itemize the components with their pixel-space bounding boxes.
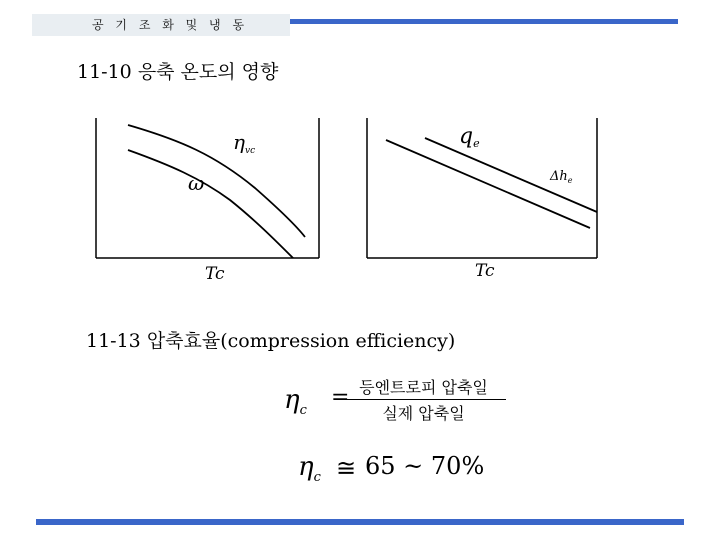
eta-vc-label: $\eta_{vc}$ <box>233 130 256 156</box>
formula1-fraction <box>341 375 506 424</box>
omega-curve <box>128 150 293 258</box>
eta-vc-curve <box>128 125 305 237</box>
header-tab: 공 기 조 화 및 냉 동 <box>32 14 290 36</box>
dhe-label: $\Delta h_e$ <box>550 169 573 185</box>
section-title-compression-efficiency: 11-13 압축효율(compression efficiency) <box>86 330 456 352</box>
bottom-rule <box>36 519 684 525</box>
dhe-line <box>425 138 597 212</box>
formula1-equals: = <box>331 385 350 410</box>
formula2-approx: ≅ <box>336 454 357 482</box>
qe-line <box>386 140 590 228</box>
formula2-range: 65 ~ 70% <box>365 452 485 480</box>
section-title-condensing-temp: 11-10 응축 온도의 영향 <box>77 61 279 83</box>
formula1-lhs: $\eta_c$ <box>284 385 307 419</box>
right-xlabel: Tc <box>475 261 495 281</box>
figure-left <box>96 118 319 284</box>
omega-label: ω <box>188 171 205 195</box>
qe-label: qe <box>459 124 480 150</box>
figure-right <box>367 118 597 281</box>
formula1-denominator: 실제 압축일 <box>382 404 465 423</box>
left-xlabel: Tc <box>205 264 225 284</box>
formula1-numerator: 등엔트로피 압축일 <box>341 375 506 400</box>
formula2-lhs: $\eta_c$ <box>298 452 321 486</box>
